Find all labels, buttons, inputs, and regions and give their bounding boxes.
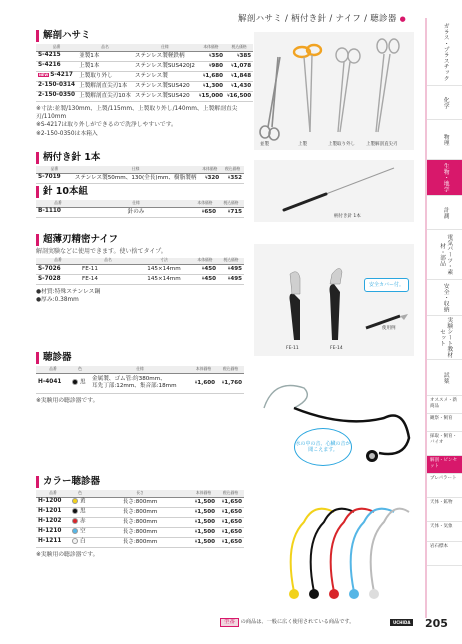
product-code: H-4041 <box>36 373 70 393</box>
color-stethoscope-photo <box>254 482 414 610</box>
price: ¥1,600 <box>190 373 217 393</box>
knife-photo <box>254 244 414 356</box>
table-row <box>36 91 253 101</box>
price: ¥450 <box>192 265 218 275</box>
price-value: 1,500 <box>197 528 215 535</box>
product-name: 上製取り外し <box>77 71 133 81</box>
col-header: 品番 <box>36 166 73 173</box>
price-value: 1,500 <box>197 498 215 505</box>
product-code: S-4215 <box>36 51 77 61</box>
color-stethoscope-illustration <box>254 482 414 610</box>
col-header: 税込価格 <box>217 366 244 373</box>
col-header: 税込価格 <box>217 490 244 497</box>
product-spec: ステンレス製SUS420J2 <box>133 61 197 71</box>
price: ¥1,300 <box>197 81 225 91</box>
price: ¥650 <box>192 207 218 217</box>
col-header: 仕様 <box>80 200 192 207</box>
product-code: S-7019 <box>36 173 73 183</box>
knife-table <box>36 258 244 286</box>
col-header: 品番 <box>36 490 70 497</box>
table-row <box>36 265 244 275</box>
price-tax-value: 495 <box>230 276 242 282</box>
price-value: 980 <box>211 62 224 69</box>
price: ¥350 <box>197 51 225 61</box>
price: ¥980 <box>197 61 225 71</box>
col-header: 仕様 <box>90 366 190 373</box>
note-line: ※S-4217は取り外しができるので洗浄しやすいです。 <box>36 122 177 129</box>
product-length: 長さ:800mm <box>90 497 190 507</box>
table-row <box>36 173 244 183</box>
price-tax: ¥1,430 <box>225 81 253 91</box>
price-tax: ¥1,650 <box>217 507 244 517</box>
col-header: 本体価格 <box>190 366 217 373</box>
needle-set-table <box>36 200 244 218</box>
product-code: H-1202 <box>36 517 70 527</box>
price-tax-value: 1,078 <box>233 62 252 69</box>
sidebar-sub-rock-specimens[interactable]: 岩石標本 <box>427 542 462 566</box>
product-size: 145×14mm <box>136 275 192 285</box>
sidebar-item-biology[interactable]: 生物・地学 <box>427 160 462 196</box>
product-length: 長さ:800mm <box>90 517 190 527</box>
note-line: ●厚み:0.38mm <box>36 297 79 304</box>
product-name: 上製解剖直尖刃1本 <box>77 81 133 91</box>
product-code: 2-150-0350 <box>36 91 77 101</box>
caption-premium: 上製 <box>298 142 307 147</box>
scissors-photo <box>254 32 414 150</box>
product-spec: ステンレス製50mm、130(全長)mm、樹脂製柄 <box>73 173 199 183</box>
col-header: 本体価格 <box>197 44 225 51</box>
price-value: 1,600 <box>197 379 215 386</box>
section-title: 柄付き針 1本 <box>36 152 412 164</box>
caption-usage-example: 使用例 <box>382 326 396 331</box>
color-cell <box>70 373 90 393</box>
price-tax-value: 352 <box>230 174 242 181</box>
table-row <box>36 81 253 91</box>
price-tax: ¥1,078 <box>225 61 253 71</box>
price-value: 1,500 <box>197 508 215 515</box>
table-row <box>36 517 244 527</box>
sidebar-item-chemistry[interactable]: 化学 <box>427 86 462 120</box>
col-header: 仕様 <box>133 44 197 51</box>
scissors-illustration <box>254 32 414 150</box>
section-title: カラー聴診器 <box>36 476 412 488</box>
price-tax-value: 715 <box>230 208 242 215</box>
price-tax: ¥1,650 <box>217 517 244 527</box>
product-spec: ステンレス製軽鉄柄 <box>133 51 197 61</box>
col-header: 税込価格 <box>218 200 244 207</box>
table-row <box>36 275 244 285</box>
note-line: ※寸法:並製/130mm、上製/115mm、上製取り外し/140mm、上製解剖直尖刃/110mm <box>36 105 238 120</box>
sidebar-sub-observation[interactable]: 観察・飼育 <box>427 414 462 432</box>
model-number-tag: 型番 <box>220 618 239 627</box>
product-spec <box>90 373 190 393</box>
table-row <box>36 207 244 217</box>
product-code: B-1110 <box>36 207 80 217</box>
price-tax-value: 1,650 <box>224 498 242 505</box>
price: ¥15,000 <box>197 91 225 101</box>
price-value: 650 <box>204 208 216 215</box>
price-value: 1,680 <box>205 72 224 79</box>
table-row <box>36 507 244 517</box>
sidebar-sub-preparation[interactable]: プレパラート <box>427 474 462 498</box>
table-row <box>36 527 244 537</box>
price-tax: ¥495 <box>218 275 244 285</box>
section-title: 解剖ハサミ <box>36 30 412 42</box>
col-header: 税込価格 <box>225 44 253 51</box>
stethoscope-table <box>36 366 244 394</box>
brand-logo: UCHIDA <box>390 619 413 626</box>
needle-photo <box>254 160 414 222</box>
price-tax: ¥16,500 <box>225 91 253 101</box>
price-tax-value: 1,430 <box>233 82 252 89</box>
knife-illustration <box>254 244 414 356</box>
price-value: 450 <box>204 276 216 282</box>
color-swatch <box>72 538 78 544</box>
page-number: 205 <box>425 617 448 630</box>
price-tax: ¥1,650 <box>217 497 244 507</box>
product-length: 長さ:800mm <box>90 537 190 547</box>
sidebar-sub-astronomy-minerals[interactable]: 天体・鉱物 <box>427 498 462 522</box>
sidebar-sub-astronomy-weather[interactable]: 天体・気象 <box>427 522 462 542</box>
col-header: 色 <box>70 490 90 497</box>
col-header: 寸法 <box>136 258 192 265</box>
price: ¥1,500 <box>190 537 217 547</box>
sidebar-sub-recommended[interactable]: オススメ・新商品 <box>427 396 462 414</box>
note-line: ※2-150-0350は本箱入 <box>36 130 98 137</box>
product-spec: ステンレス製SUS420 <box>133 91 197 101</box>
sidebar-item-reagents[interactable]: 試薬 <box>427 360 462 396</box>
product-code-text: S-4217 <box>50 72 73 79</box>
product-name: FE-11 <box>80 265 136 275</box>
col-header: 本体価格 <box>192 258 218 265</box>
price-tax-value: 16,500 <box>229 92 252 99</box>
stethoscope-note: ※実験用の聴診器です。 <box>36 397 99 404</box>
price: ¥1,680 <box>197 71 225 81</box>
page-footer <box>220 618 354 627</box>
product-code: S-7028 <box>36 275 80 285</box>
price-tax: ¥352 <box>221 173 244 183</box>
col-header: 本体価格 <box>190 490 217 497</box>
col-header: 品番 <box>36 44 77 51</box>
caption-fe11: FE-11 <box>286 346 299 351</box>
price-tax: ¥1,848 <box>225 71 253 81</box>
sidebar-item-experiment-sheets[interactable]: 実験シート教材セット <box>427 316 462 360</box>
product-code: S-4216 <box>36 61 77 71</box>
price-tax: ¥1,650 <box>217 537 244 547</box>
product-length: 長さ:800mm <box>90 507 190 517</box>
product-spec: ステンレス製SUS420 <box>133 81 197 91</box>
price-tax-value: 1,650 <box>224 518 242 525</box>
table-row <box>36 373 244 393</box>
stethoscope-photo <box>254 368 414 472</box>
sidebar-item-electrical[interactable]: 電気パーツ・素材・部品 <box>427 230 462 280</box>
color-cell <box>70 517 90 527</box>
col-header: 本体価格 <box>198 166 221 173</box>
price-value: 350 <box>211 52 224 59</box>
new-badge: NEW <box>39 72 49 77</box>
scissors-table <box>36 44 253 102</box>
table-row <box>36 61 253 71</box>
color-label: 白 <box>80 538 86 545</box>
color-cell <box>70 537 90 547</box>
callout-hear-sounds: 水の中の音、心臓の音が聞こえます。 <box>294 428 352 466</box>
caption-fe14: FE-14 <box>330 346 343 351</box>
table-row <box>36 71 253 81</box>
product-name: 並製1本 <box>77 51 133 61</box>
col-header: 品番 <box>36 366 70 373</box>
color-swatch <box>72 498 78 504</box>
needle-illustration <box>254 160 414 222</box>
col-header: 長さ <box>90 490 190 497</box>
product-name: FE-14 <box>80 275 136 285</box>
price-tax: ¥715 <box>218 207 244 217</box>
product-size: 145×14mm <box>136 265 192 275</box>
product-name: 上製解剖直尖刃10本 <box>77 91 133 101</box>
price-value: 450 <box>204 266 216 272</box>
footer-text: の商品は、一般に広く使用されている商品です。 <box>240 619 355 625</box>
color-label: 黄 <box>80 498 86 505</box>
sidebar-item-physics[interactable]: 物理 <box>427 120 462 160</box>
price-tax: ¥1,760 <box>217 373 244 393</box>
product-code: H-1211 <box>36 537 70 547</box>
price: ¥1,500 <box>190 527 217 537</box>
product-code: H-1210 <box>36 527 70 537</box>
col-header: 仕様 <box>73 166 199 173</box>
product-code <box>36 71 77 81</box>
price-value: 1,300 <box>205 82 224 89</box>
col-header: 色 <box>70 366 90 373</box>
col-header: 税込価格 <box>221 166 244 173</box>
col-header: 品番 <box>36 258 80 265</box>
price-value: 1,500 <box>197 538 215 545</box>
page-header <box>238 14 406 25</box>
color-swatch <box>72 508 78 514</box>
section-title: 聴診器 <box>36 352 412 364</box>
table-row <box>36 537 244 547</box>
color-swatch <box>72 518 78 524</box>
table-row <box>36 51 253 61</box>
price: ¥450 <box>192 275 218 285</box>
col-header: 税込価格 <box>218 258 244 265</box>
col-header: 本体価格 <box>192 200 218 207</box>
product-code: 2-150-0314 <box>36 81 77 91</box>
header-mark-icon: ● <box>399 15 407 23</box>
color-stethoscope-table <box>36 490 244 548</box>
price: ¥1,500 <box>190 497 217 507</box>
color-label: 赤 <box>80 518 86 525</box>
price-tax-value: 385 <box>239 52 252 59</box>
note-line: ●材質:特殊ステンレス鋼 <box>36 289 101 295</box>
col-header: 品名 <box>80 258 136 265</box>
price-tax-value: 1,848 <box>233 72 252 79</box>
section-desc: 解剖実験などに使用できます。使い捨てタイプ。 <box>36 248 167 255</box>
price-tax-value: 1,760 <box>224 379 242 386</box>
price-value: 320 <box>207 174 220 181</box>
price-tax-value: 1,650 <box>224 528 242 535</box>
scissors-notes <box>36 105 248 139</box>
price-tax: ¥385 <box>225 51 253 61</box>
color-swatch <box>72 379 78 385</box>
caption-detachable: 上製取り外し <box>328 142 355 147</box>
caption-straight: 上製解剖直尖刃 <box>366 142 398 147</box>
price-tax: ¥1,650 <box>217 527 244 537</box>
section-title: 針 10本組 <box>36 186 412 198</box>
spec-line: 耳先丁部:12mm、集音部:18mm <box>92 383 177 389</box>
product-code: H-1200 <box>36 497 70 507</box>
color-label: 黒 <box>80 508 86 515</box>
color-cell <box>70 527 90 537</box>
section-title: 超薄刃精密ナイフ <box>36 234 412 246</box>
caption-needle: 柄付き針 1本 <box>334 214 361 219</box>
product-spec: 針のみ <box>80 207 192 217</box>
sidebar-sub-collection[interactable]: 採取・飼育・バイオ <box>427 432 462 456</box>
needle-table <box>36 166 244 184</box>
spec-line: 金属製、ゴム管:約380mm、 <box>92 376 166 383</box>
product-spec: ステンレス製 <box>133 71 197 81</box>
sidebar-sub-dissection[interactable]: 解剖・ピンセット <box>427 456 462 474</box>
price: ¥1,500 <box>190 507 217 517</box>
price-value: 1,500 <box>197 518 215 525</box>
product-code: S-7026 <box>36 265 80 275</box>
color-stethoscope-note: ※実験用の聴診器です。 <box>36 551 99 558</box>
sidebar-item-safety[interactable]: 安全・収納 <box>427 280 462 316</box>
sidebar-item-measurement[interactable]: 計測 <box>427 196 462 230</box>
color-cell <box>70 507 90 517</box>
color-cell <box>70 497 90 507</box>
color-label: 黒 <box>80 379 86 386</box>
product-name: 上製1本 <box>77 61 133 71</box>
table-row <box>36 497 244 507</box>
product-length: 長さ:800mm <box>90 527 190 537</box>
price-tax-value: 1,650 <box>224 538 242 545</box>
color-label: 空 <box>80 528 86 535</box>
price: ¥320 <box>198 173 221 183</box>
sidebar-item-glass-plastic[interactable]: ガラス・プラスチック <box>427 18 462 86</box>
price-tax: ¥495 <box>218 265 244 275</box>
price-tax-value: 495 <box>230 266 242 272</box>
col-header: 品名 <box>77 44 133 51</box>
price-value: 15,000 <box>201 92 224 99</box>
product-code: H-1201 <box>36 507 70 517</box>
price: ¥1,500 <box>190 517 217 527</box>
callout-safety-cover: 安全カバー付。 <box>364 278 409 292</box>
color-swatch <box>72 528 78 534</box>
caption-standard: 並製 <box>260 142 269 147</box>
price-tax-value: 1,650 <box>224 508 242 515</box>
header-title-text: 解剖ハサミ / 柄付き針 / ナイフ / 聴診器 <box>238 14 397 24</box>
col-header: 品番 <box>36 200 80 207</box>
